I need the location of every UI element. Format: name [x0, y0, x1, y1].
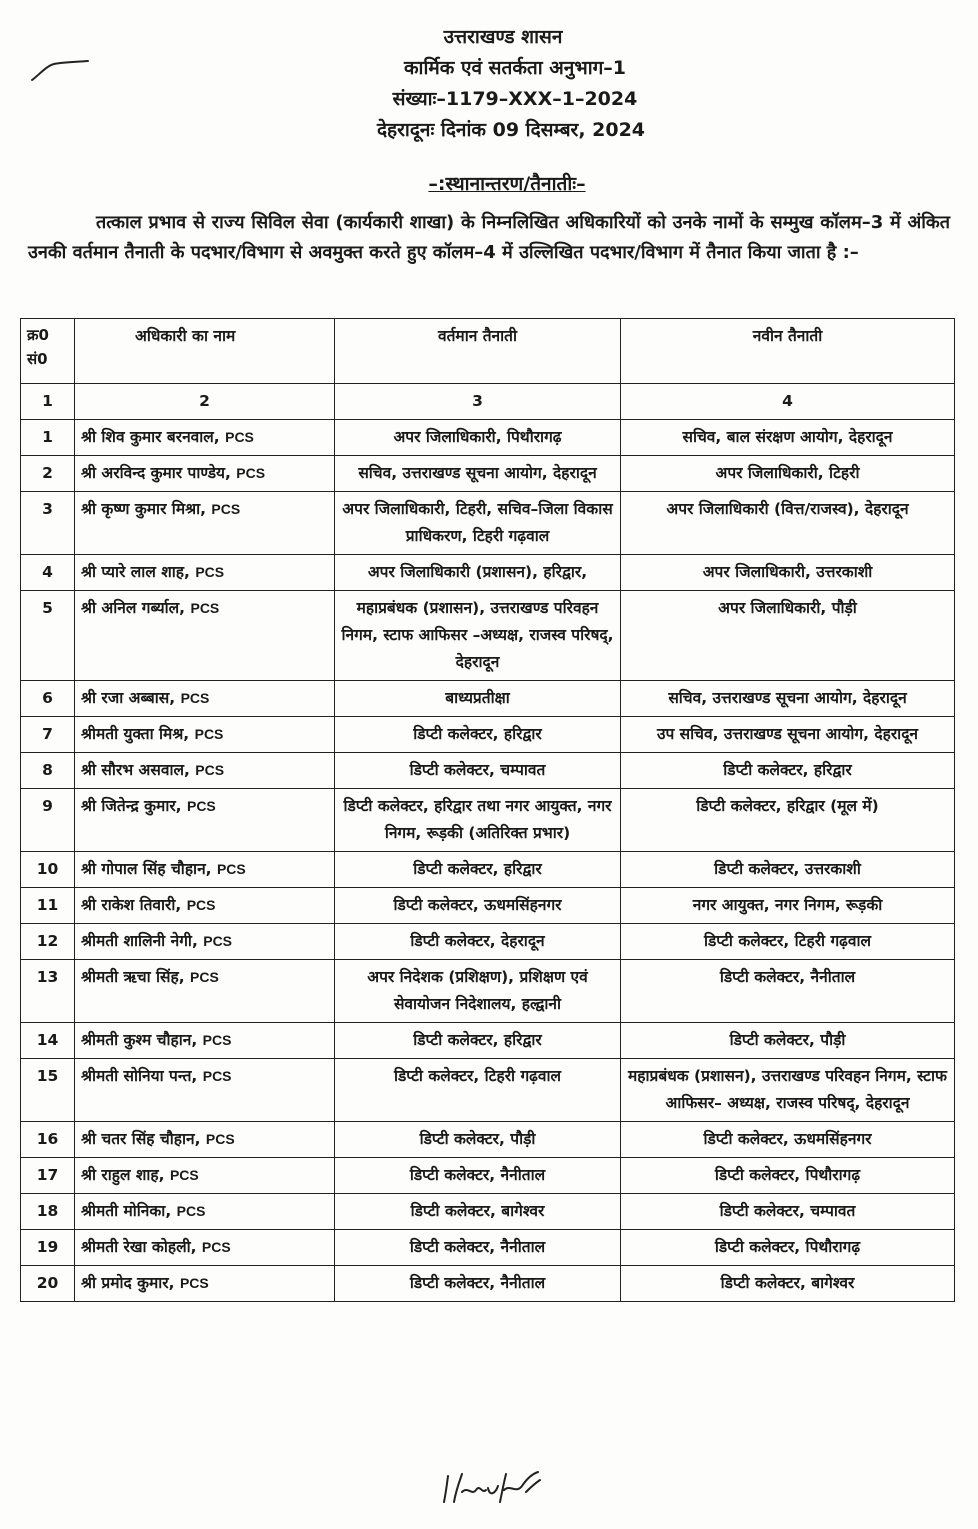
new-posting: डिप्टी कलेक्टर, हरिद्वार [621, 753, 955, 789]
header-serial: क्र0 सं0 [21, 319, 75, 384]
new-posting: डिप्टी कलेक्टर, ऊधमसिंहनगर [621, 1122, 955, 1158]
officer-name-cell [75, 1059, 335, 1122]
header-officer-name: अधिकारी का नाम [75, 319, 335, 384]
service-cadre: PCS [190, 600, 220, 616]
column-number: 2 [75, 384, 335, 420]
current-posting: डिप्टी कलेक्टर, नैनीताल [335, 1266, 621, 1302]
order-number: संख्याः–1179–XXX–1–2024 [392, 88, 638, 110]
new-posting: अपर जिलाधिकारी, टिहरी [621, 456, 955, 492]
new-posting: डिप्टी कलेक्टर, बागेश्वर [621, 1266, 955, 1302]
new-posting: डिप्टी कलेक्टर, चम्पावत [621, 1194, 955, 1230]
service-cadre: PCS [176, 1203, 206, 1219]
service-cadre: PCS [225, 429, 254, 445]
service-cadre: PCS [186, 897, 216, 913]
current-posting: डिप्टी कलेक्टर, पौड़ी [335, 1122, 621, 1158]
officer-name: श्रीमती शालिनी नेगी, [81, 932, 198, 950]
officer-name: श्री सौरभ असवाल, [81, 761, 190, 779]
officer-name: श्रीमती कुश्म चौहान, [81, 1031, 198, 1049]
new-posting: नगर आयुक्त, नगर निगम, रूड़की [621, 888, 955, 924]
officer-name: श्री अरविन्द कुमार पाण्डेय, [81, 464, 231, 482]
new-posting: डिप्टी कलेक्टर, पिथौरागढ़ [621, 1158, 955, 1194]
officer-name-cell [75, 852, 335, 888]
officer-name-cell [75, 888, 335, 924]
serial-number: 6 [21, 681, 75, 717]
current-posting: डिप्टी कलेक्टर, बागेश्वर [335, 1194, 621, 1230]
serial-number: 3 [21, 492, 75, 555]
officer-name-cell [75, 591, 335, 681]
service-cadre: PCS [195, 762, 225, 778]
serial-number: 15 [21, 1059, 75, 1122]
current-posting: डिप्टी कलेक्टर, ऊधमसिंहनगर [335, 888, 621, 924]
officer-name-cell [75, 1023, 335, 1059]
table-row [21, 1230, 955, 1266]
serial-number: 8 [21, 753, 75, 789]
new-posting: डिप्टी कलेक्टर, नैनीताल [621, 960, 955, 1023]
order-intro-paragraph: तत्काल प्रभाव से राज्य सिविल सेवा (कार्यकारी शाखा) के निम्नलिखित अधिकारियों को उनके नामों के सम्मुख कॉलम–3 में अंकित उनकी वर्तमान तैनाती के पदभार/विभाग से अवमुक्त करते हुए कॉलम–4 में उल्लिखित पदभार/विभाग में तैनात किया जाता है :– [28, 212, 950, 263]
table-row [21, 1023, 955, 1059]
serial-number: 19 [21, 1230, 75, 1266]
table-row [21, 789, 955, 852]
new-posting: सचिव, उत्तराखण्ड सूचना आयोग, देहरादून [621, 681, 955, 717]
serial-number: 9 [21, 789, 75, 852]
service-cadre: PCS [169, 1167, 199, 1183]
serial-number: 18 [21, 1194, 75, 1230]
officer-name-cell [75, 1158, 335, 1194]
service-cadre: PCS [211, 501, 241, 517]
table-row [21, 924, 955, 960]
current-posting: सचिव, उत्तराखण्ड सूचना आयोग, देहरादून [335, 456, 621, 492]
table-row [21, 555, 955, 591]
officer-name: श्री कृष्ण कुमार मिश्रा, [81, 500, 206, 518]
officer-name: श्रीमती मोनिका, [81, 1202, 172, 1220]
officer-name: श्री अनिल गर्ब्याल, [81, 599, 186, 617]
table-row [21, 492, 955, 555]
officer-name: श्री गोपाल सिंह चौहान, [81, 860, 212, 878]
new-posting: डिप्टी कलेक्टर, हरिद्वार (मूल में) [621, 789, 955, 852]
table-row [21, 717, 955, 753]
officer-name-cell [75, 1122, 335, 1158]
current-posting: डिप्टी कलेक्टर, टिहरी गढ़वाल [335, 1059, 621, 1122]
current-posting: अपर जिलाधिकारी, टिहरी, सचिव–जिला विकास प्राधिकरण, टिहरी गढ़वाल [335, 492, 621, 555]
officer-name-cell [75, 420, 335, 456]
serial-number: 14 [21, 1023, 75, 1059]
current-posting: डिप्टी कलेक्टर, हरिद्वार [335, 717, 621, 753]
service-cadre: PCS [179, 1275, 209, 1291]
new-posting: महाप्रबंधक (प्रशासन), उत्तराखण्ड परिवहन निगम, स्टाफ आफिसर– अध्यक्ष, राजस्व परिषद्, देहरादून [621, 1059, 955, 1122]
document-header [0, 22, 978, 146]
current-posting: अपर जिलाधिकारी, पिथौरागढ़ [335, 420, 621, 456]
column-number: 4 [621, 384, 955, 420]
service-cadre: PCS [216, 861, 246, 877]
current-posting: बाध्यप्रतीक्षा [335, 681, 621, 717]
officer-name: श्री जितेन्द्र कुमार, [81, 797, 182, 815]
officer-name: श्रीमती रेखा कोहली, [81, 1238, 197, 1256]
officer-name-cell [75, 789, 335, 852]
serial-number: 2 [21, 456, 75, 492]
officer-name-cell [75, 753, 335, 789]
new-posting: डिप्टी कलेक्टर, पिथौरागढ़ [621, 1230, 955, 1266]
table-row [21, 1266, 955, 1302]
new-posting: डिप्टी कलेक्टर, उत्तरकाशी [621, 852, 955, 888]
transfer-table [20, 318, 955, 1302]
officer-name: श्रीमती सोनिया पन्त, [81, 1067, 198, 1085]
serial-number: 12 [21, 924, 75, 960]
officer-name-cell [75, 456, 335, 492]
place-and-date: देहरादूनः दिनांक 09 दिसम्बर, 2024 [376, 119, 646, 141]
service-cadre: PCS [194, 726, 224, 742]
table-body [21, 420, 955, 1302]
officer-name: श्री राकेश तिवारी, [81, 896, 182, 914]
service-cadre: PCS [190, 969, 219, 985]
serial-number: 20 [21, 1266, 75, 1302]
service-cadre: PCS [202, 1068, 232, 1084]
officer-name-cell [75, 681, 335, 717]
table-row [21, 456, 955, 492]
officer-name: श्री प्यारे लाल शाह, [81, 563, 190, 581]
header-current-posting: वर्तमान तैनाती [335, 319, 621, 384]
officer-name: श्री राहुल शाह, [81, 1166, 165, 1184]
current-posting: महाप्रबंधक (प्रशासन), उत्तराखण्ड परिवहन निगम, स्टाफ आफिसर –अध्यक्ष, राजस्व परिषद्, देहरादून [335, 591, 621, 681]
table-row [21, 888, 955, 924]
new-posting: डिप्टी कलेक्टर, पौड़ी [621, 1023, 955, 1059]
column-number: 3 [335, 384, 621, 420]
officer-name-cell [75, 924, 335, 960]
current-posting: डिप्टी कलेक्टर, हरिद्वार [335, 852, 621, 888]
table-row [21, 960, 955, 1023]
officer-name-cell [75, 1230, 335, 1266]
serial-number: 7 [21, 717, 75, 753]
table-row [21, 1122, 955, 1158]
service-cadre: PCS [203, 933, 233, 949]
service-cadre: PCS [236, 465, 266, 481]
officer-name: श्री शिव कुमार बरनवाल, [81, 428, 220, 446]
new-posting: डिप्टी कलेक्टर, टिहरी गढ़वाल [621, 924, 955, 960]
officer-name-cell [75, 960, 335, 1023]
officer-name-cell [75, 555, 335, 591]
current-posting: अपर जिलाधिकारी (प्रशासन), हरिद्वार, [335, 555, 621, 591]
serial-number: 5 [21, 591, 75, 681]
column-number: 1 [21, 384, 75, 420]
table-row [21, 1194, 955, 1230]
officer-name: श्रीमती ऋचा सिंह, [81, 968, 185, 986]
new-posting: अपर जिलाधिकारी (वित्त/राजस्व), देहरादून [621, 492, 955, 555]
officer-name-cell [75, 1266, 335, 1302]
table-row [21, 852, 955, 888]
column-number-row [21, 384, 955, 420]
new-posting: उप सचिव, उत्तराखण्ड सूचना आयोग, देहरादून [621, 717, 955, 753]
service-cadre: PCS [201, 1239, 231, 1255]
new-posting: अपर जिलाधिकारी, उत्तरकाशी [621, 555, 955, 591]
serial-number: 10 [21, 852, 75, 888]
serial-number: 1 [21, 420, 75, 456]
serial-number: 16 [21, 1122, 75, 1158]
service-cadre: PCS [205, 1131, 235, 1147]
current-posting: डिप्टी कलेक्टर, हरिद्वार तथा नगर आयुक्त, नगर निगम, रूड़की (अतिरिक्त प्रभार) [335, 789, 621, 852]
subject-text: –:स्थानान्तरण/तैनातीः– [428, 173, 586, 195]
order-subject [0, 170, 978, 196]
serial-number: 17 [21, 1158, 75, 1194]
officer-name-cell [75, 1194, 335, 1230]
table-header-row [21, 319, 955, 384]
header-new-posting: नवीन तैनाती [621, 319, 955, 384]
handwritten-signature [438, 1462, 548, 1510]
new-posting: सचिव, बाल संरक्षण आयोग, देहरादून [621, 420, 955, 456]
service-cadre: PCS [202, 1032, 232, 1048]
current-posting: डिप्टी कलेक्टर, नैनीताल [335, 1230, 621, 1266]
table-row [21, 591, 955, 681]
table-row [21, 753, 955, 789]
officer-name: श्री रजा अब्बास, [81, 689, 176, 707]
department-name: कार्मिक एवं सतर्कता अनुभाग–1 [403, 57, 627, 79]
current-posting: डिप्टी कलेक्टर, नैनीताल [335, 1158, 621, 1194]
current-posting: डिप्टी कलेक्टर, हरिद्वार [335, 1023, 621, 1059]
officer-name-cell [75, 492, 335, 555]
officer-name: श्री चतर सिंह चौहान, [81, 1130, 201, 1148]
serial-number: 4 [21, 555, 75, 591]
table-row [21, 420, 955, 456]
current-posting: डिप्टी कलेक्टर, देहरादून [335, 924, 621, 960]
service-cadre: PCS [186, 798, 216, 814]
service-cadre: PCS [180, 690, 210, 706]
table-row [21, 1059, 955, 1122]
serial-number: 11 [21, 888, 75, 924]
service-cadre: PCS [195, 564, 225, 580]
current-posting: डिप्टी कलेक्टर, चम्पावत [335, 753, 621, 789]
officer-name: श्रीमती युक्ता मिश्र, [81, 725, 190, 743]
government-name: उत्तराखण्ड शासन [443, 26, 563, 48]
officer-name: श्री प्रमोद कुमार, [81, 1274, 175, 1292]
serial-number: 13 [21, 960, 75, 1023]
table-row [21, 681, 955, 717]
new-posting: अपर जिलाधिकारी, पौड़ी [621, 591, 955, 681]
table-row [21, 1158, 955, 1194]
officer-name-cell [75, 717, 335, 753]
current-posting: अपर निदेशक (प्रशिक्षण), प्रशिक्षण एवं सेवायोजन निदेशालय, हल्द्वानी [335, 960, 621, 1023]
